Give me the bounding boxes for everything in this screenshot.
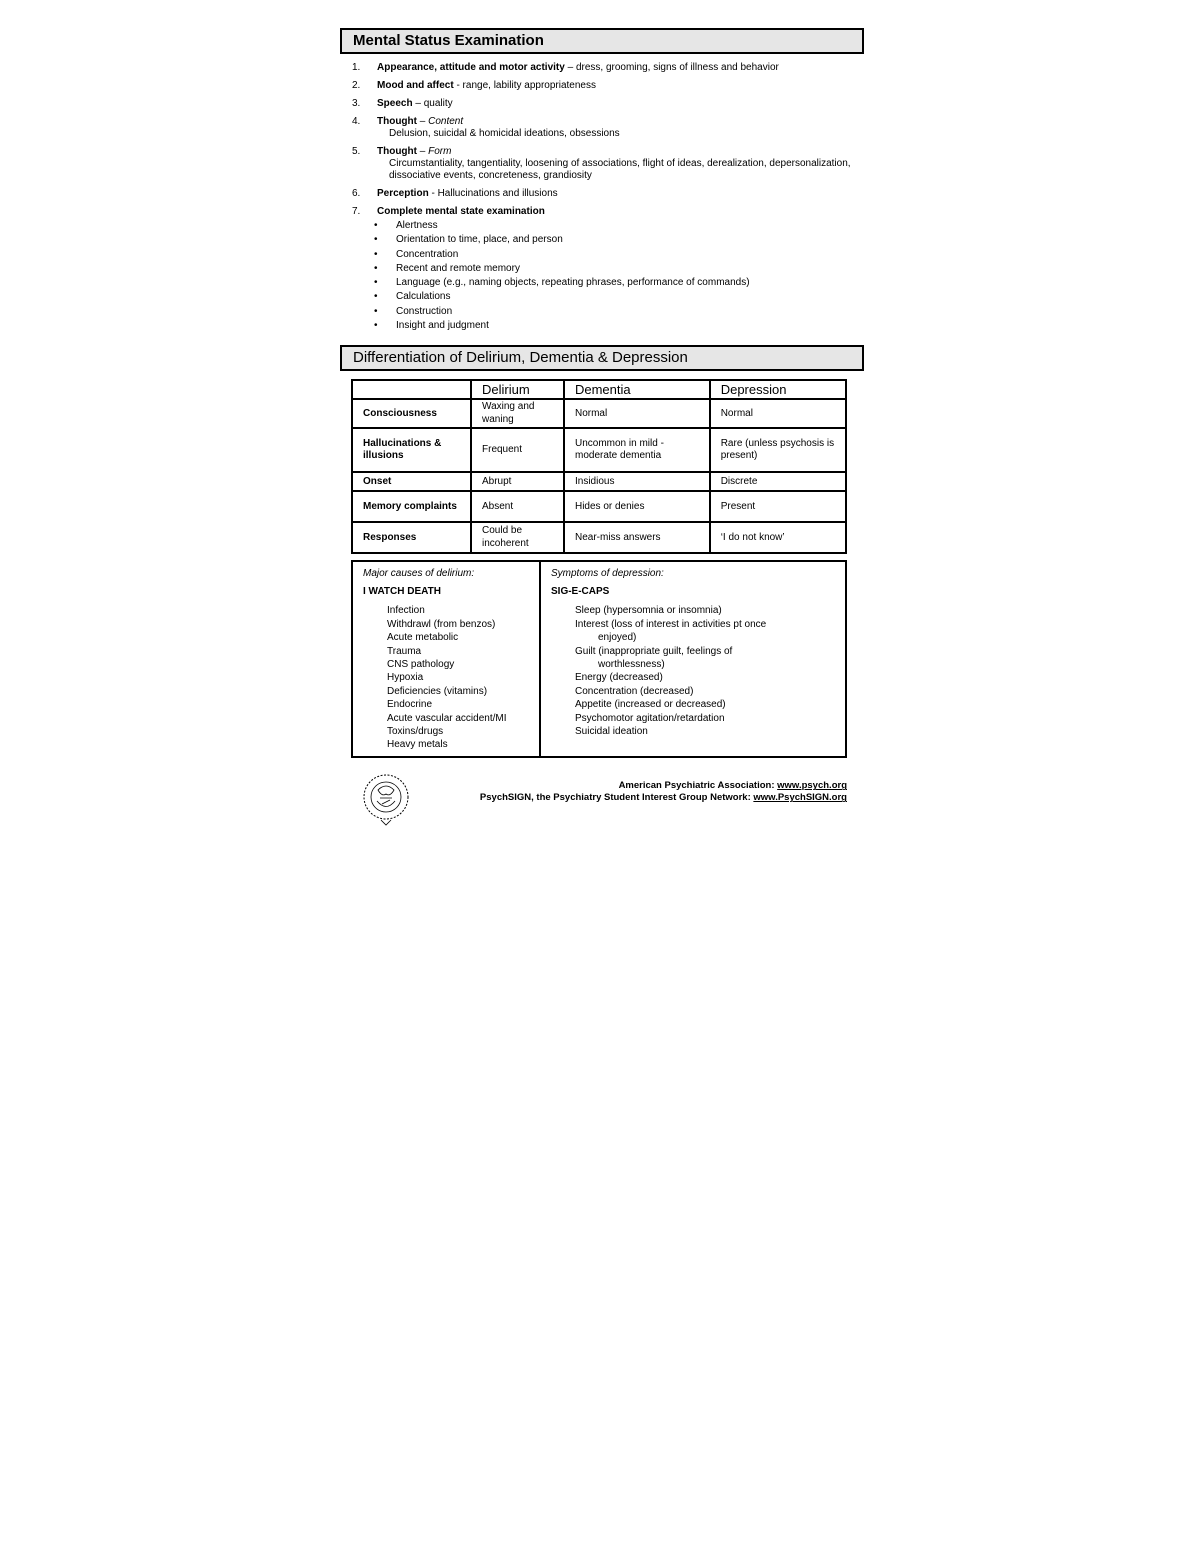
mnemonic-boxes [351,560,847,758]
item-dash: – [416,116,429,127]
list-item: CNS pathology [387,659,455,670]
table-row [352,491,846,522]
delirium-heading: Major causes of delirium: [363,568,475,580]
item-subtype: Content [428,116,464,127]
mse-item [340,206,864,333]
list-item: Deficiencies (vitamins) [387,685,488,697]
psychsign-link[interactable]: www.PsychSIGN.org [753,792,847,804]
exam-bullet-list [374,219,864,333]
column-header: Dementia [564,380,710,399]
bullet-icon: • [374,234,378,246]
item-dash: – [416,146,429,157]
list-item: Toxins/drugs [387,726,444,738]
list-item: Psychomotor agitation/retardation [575,712,725,724]
list-item: Infection [387,605,425,617]
mse-list [340,62,864,333]
mse-item [340,188,864,200]
list-item: Heavy metals [387,739,448,751]
apa-credit: American Psychiatric Association: www.psych.org [618,780,847,792]
item-sub-detail: Delusion, suicidal & homicidal ideations, obsessions [389,128,620,139]
bullet-item: • Orientation to time, place, and person [377,233,864,247]
list-item: Suicidal ideation [575,726,648,738]
depression-symptoms-box [541,562,845,756]
list-item: Energy (decreased) [575,672,663,684]
table-cell: Near-miss answers [564,522,710,553]
table-row [352,428,846,472]
table-cell: Could be incoherent [471,522,564,553]
item-detail: - Hallucinations and illusions [428,188,558,199]
bullet-item: • Construction [377,305,864,319]
list-item: Acute metabolic [387,632,459,644]
list-item: Endocrine [387,699,433,711]
item-detail: – quality [412,98,453,109]
item-detail: – dress, grooming, signs of illness and behavior [564,62,779,73]
depression-heading: Symptoms of depression: [551,568,664,580]
column-header: Depression [710,380,846,399]
item-label: Appearance, attitude and motor activity [377,62,565,73]
mse-item [340,80,864,92]
credits [480,780,847,804]
column-header: Delirium [471,380,564,399]
bullet-item: • Insight and judgment [377,319,864,333]
row-header: Responses [352,522,471,553]
row-header: Memory complaints [352,491,471,522]
table-cell: Normal [564,399,710,428]
table-cell: Insidious [564,472,710,491]
item-number: 6. [352,188,361,199]
table-header-row [352,380,846,399]
mse-title: Mental Status Examination [340,28,864,54]
psychsign-credit: PsychSIGN, the Psychiatry Student Interest Group Network: www.PsychSIGN.org [479,792,847,804]
item-number: 7. [352,206,361,217]
differentiation-title: Differentiation of Delirium, Dementia & Depression [340,345,864,371]
table-cell: Abrupt [471,472,564,491]
item-label: Mood and affect [377,80,454,91]
bullet-icon: • [374,262,378,274]
list-item: Interest (loss of interest in activities pt once enjoyed) [575,618,767,644]
table-cell: Uncommon in mild - moderate dementia [564,428,710,472]
delirium-causes-box [353,562,541,756]
list-item: Withdrawl (from benzos) [387,618,496,630]
item-number: 3. [352,98,361,109]
bullet-item: • Concentration [377,248,864,262]
list-item: Acute vascular accident/MI [387,712,507,724]
list-item: Trauma [387,645,422,657]
delirium-list [363,604,529,751]
table-cell: Discrete [710,472,846,491]
item-number: 5. [352,146,361,157]
bullet-icon: • [374,248,378,260]
column-header [352,380,471,399]
reference-sheet [340,28,864,826]
item-label: Thought [377,146,417,157]
mse-item [340,98,864,110]
table-cell: ‘I do not know’ [710,522,846,553]
mse-item [340,62,864,74]
mse-item [340,146,864,182]
table-cell: Absent [471,491,564,522]
bullet-icon: • [374,220,378,231]
item-sub-detail: Circumstantiality, tangentiality, loosening of associations, flight of ideas, derealization, depersonalization, dissociative events, concreteness, grandiosity [389,158,851,181]
table-cell: Waxing and waning [471,399,564,428]
bullet-item: • Calculations [377,290,864,304]
depression-mnemonic: SIG-E-CAPS [551,586,610,598]
item-label: Speech [377,98,413,109]
list-item: Guilt (inappropriate guilt, feelings of worthlessness) [575,645,733,670]
list-item: Sleep (hypersomnia or insomnia) [575,605,722,617]
table-cell: Rare (unless psychosis is present) [710,428,846,472]
item-number: 4. [352,116,361,127]
table-cell: Normal [710,399,846,428]
table-row [352,399,846,428]
list-item: Appetite (increased or decreased) [575,699,726,711]
list-item: Concentration (decreased) [575,685,694,697]
table-row [352,472,846,491]
bullet-icon: • [374,277,378,289]
bullet-item: • Alertness [377,219,864,233]
table-cell: Present [710,491,846,522]
row-header: Hallucinations & illusions [352,428,471,472]
mse-item [340,116,864,140]
bullet-item: • Language (e.g., naming objects, repeating phrases, performance of commands) [377,276,864,290]
apa-link[interactable]: www.psych.org [777,780,847,792]
list-item: Hypoxia [387,672,424,684]
item-number: 2. [352,80,361,91]
apa-seal-icon [360,770,412,826]
row-header: Onset [352,472,471,491]
bullet-item: • Recent and remote memory [377,262,864,276]
item-subtype: Form [428,146,452,157]
item-number: 1. [352,62,361,73]
depression-list [551,604,835,738]
item-label: Complete mental state examination [377,206,545,217]
bullet-icon: • [374,320,378,332]
table-cell: Hides or denies [564,491,710,522]
item-label: Thought [377,116,417,127]
bullet-icon: • [374,305,378,317]
footer [340,770,864,826]
item-detail: - range, lability appropriateness [453,80,596,91]
table-row [352,522,846,553]
differentiation-table [351,379,847,554]
table-cell: Frequent [471,428,564,472]
row-header: Consciousness [352,399,471,428]
item-label: Perception [377,188,429,199]
bullet-icon: • [374,291,378,303]
delirium-mnemonic: I WATCH DEATH [363,586,441,598]
